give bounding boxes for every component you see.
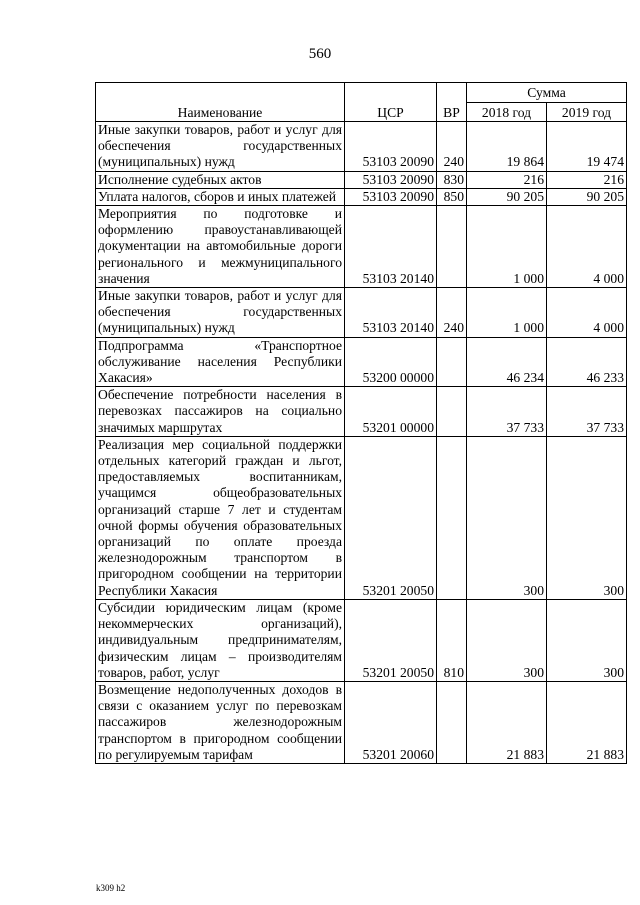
row-name: Реализация мер социальной поддержки отдельных категорий граждан и льгот, предоставляемых воспитанникам, учащимся общеобразовательных организаций старше 7 лет и студентам очной формы обучения образовательных организаций по оплате проезда железнодорожным транспортом в пригородном сообщении на территории Республики Хакасия bbox=[96, 436, 345, 599]
row-sum-2019: 4 000 bbox=[547, 206, 627, 288]
row-name: Исполнение судебных актов bbox=[96, 171, 345, 188]
table-row bbox=[96, 337, 627, 387]
row-vr: 810 bbox=[437, 599, 467, 681]
table-row bbox=[96, 206, 627, 288]
row-sum-2018: 1 000 bbox=[467, 288, 547, 338]
row-csr: 53103 20090 bbox=[345, 122, 437, 172]
row-csr: 53103 20090 bbox=[345, 188, 437, 205]
row-sum-2018: 46 234 bbox=[467, 337, 547, 387]
row-sum-2018: 21 883 bbox=[467, 681, 547, 763]
table-row bbox=[96, 288, 627, 338]
row-sum-2019: 300 bbox=[547, 436, 627, 599]
row-sum-2019: 90 205 bbox=[547, 188, 627, 205]
row-vr: 240 bbox=[437, 288, 467, 338]
table-row bbox=[96, 171, 627, 188]
row-sum-2019: 46 233 bbox=[547, 337, 627, 387]
row-sum-2019: 21 883 bbox=[547, 681, 627, 763]
table-row bbox=[96, 681, 627, 763]
row-vr bbox=[437, 337, 467, 387]
row-vr bbox=[437, 387, 467, 437]
table-row bbox=[96, 387, 627, 437]
header-year-2018: 2018 год bbox=[467, 102, 547, 122]
row-vr bbox=[437, 436, 467, 599]
row-vr: 850 bbox=[437, 188, 467, 205]
row-name: Мероприятия по подготовке и оформлению правоустанавливающей документации на автомобильные дороги регионального и межмуниципального значения bbox=[96, 206, 345, 288]
row-vr bbox=[437, 681, 467, 763]
row-sum-2018: 300 bbox=[467, 599, 547, 681]
row-name: Подпрограмма «Транспортное обслуживание населения Республики Хакасия» bbox=[96, 337, 345, 387]
header-sum: Сумма bbox=[467, 83, 627, 103]
row-name: Иные закупки товаров, работ и услуг для обеспечения государственных (муниципальных) нужд bbox=[96, 288, 345, 338]
table-row bbox=[96, 599, 627, 681]
row-csr: 53200 00000 bbox=[345, 337, 437, 387]
row-sum-2019: 19 474 bbox=[547, 122, 627, 172]
table-row bbox=[96, 436, 627, 599]
row-sum-2019: 37 733 bbox=[547, 387, 627, 437]
row-sum-2019: 4 000 bbox=[547, 288, 627, 338]
row-vr bbox=[437, 206, 467, 288]
row-csr: 53201 00000 bbox=[345, 387, 437, 437]
row-csr: 53103 20090 bbox=[345, 171, 437, 188]
row-vr: 240 bbox=[437, 122, 467, 172]
row-name: Уплата налогов, сборов и иных платежей bbox=[96, 188, 345, 205]
header-vr: ВР bbox=[437, 83, 467, 122]
row-sum-2018: 216 bbox=[467, 171, 547, 188]
row-csr: 53201 20050 bbox=[345, 436, 437, 599]
row-sum-2018: 90 205 bbox=[467, 188, 547, 205]
row-sum-2018: 300 bbox=[467, 436, 547, 599]
row-sum-2018: 1 000 bbox=[467, 206, 547, 288]
row-name: Возмещение недополученных доходов в связи с оказанием услуг по перевозкам пассажиров железнодорожным транспортом в пригородном сообщении по регулируемым тарифам bbox=[96, 681, 345, 763]
row-sum-2018: 19 864 bbox=[467, 122, 547, 172]
row-csr: 53201 20050 bbox=[345, 599, 437, 681]
row-vr: 830 bbox=[437, 171, 467, 188]
row-sum-2018: 37 733 bbox=[467, 387, 547, 437]
footer-code: k309 h2 bbox=[96, 883, 126, 893]
row-name: Иные закупки товаров, работ и услуг для обеспечения государственных (муниципальных) нужд bbox=[96, 122, 345, 172]
row-csr: 53103 20140 bbox=[345, 288, 437, 338]
table-row bbox=[96, 188, 627, 205]
table-row bbox=[96, 122, 627, 172]
header-csr: ЦСР bbox=[345, 83, 437, 122]
page-number: 560 bbox=[308, 46, 332, 62]
row-sum-2019: 300 bbox=[547, 599, 627, 681]
row-sum-2019: 216 bbox=[547, 171, 627, 188]
header-name: Наименование bbox=[96, 83, 345, 122]
header-year-2019: 2019 год bbox=[547, 102, 627, 122]
budget-table bbox=[95, 82, 627, 764]
row-name: Обеспечение потребности населения в перевозках пассажиров на социально значимых маршрутах bbox=[96, 387, 345, 437]
row-csr: 53201 20060 bbox=[345, 681, 437, 763]
row-name: Субсидии юридическим лицам (кроме некоммерческих организаций), индивидуальным предпринимателям, физическим лицам – производителям товаров, работ, услуг bbox=[96, 599, 345, 681]
row-csr: 53103 20140 bbox=[345, 206, 437, 288]
